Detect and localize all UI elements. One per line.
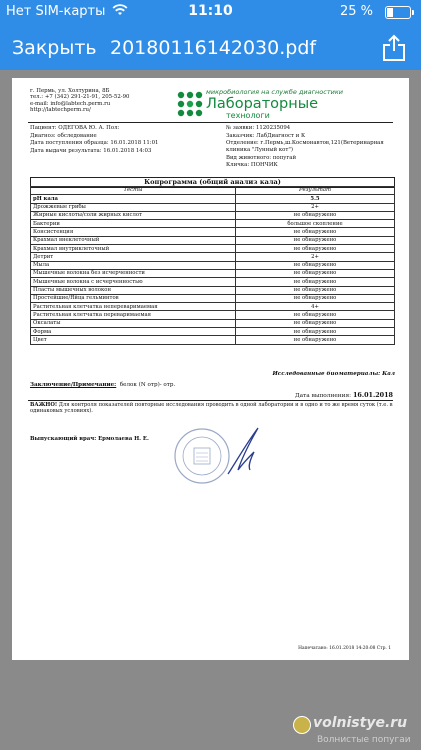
result-cell: 2+ — [236, 253, 395, 261]
result-cell: не обнаружено — [236, 211, 395, 219]
test-name-cell: Мышечные волокна с исчерченностью — [31, 278, 236, 286]
battery-percent: 25 % — [339, 4, 373, 19]
completion-date — [295, 392, 393, 400]
result-cell: 4+ — [236, 303, 395, 311]
test-name-cell: Жирные кислоты/соли жирных кислот — [31, 211, 236, 219]
address-line: г. Пермь, ул. Холтурина, 8Б — [30, 88, 110, 94]
clock: 11:10 — [188, 3, 233, 19]
table-header-row — [31, 187, 395, 195]
lab-logo — [176, 88, 396, 120]
table-row — [31, 328, 395, 336]
doctor-line: Выпускающий врач: Ермолаева Н. Е. — [30, 436, 149, 442]
watermark — [293, 714, 413, 748]
watermark-caption: Волнистые попугаи — [317, 735, 411, 745]
watermark-site: volnistye.ru — [313, 715, 408, 731]
test-name-cell: Растительная клетчатка переваримаемая — [31, 311, 236, 319]
logo-tagline: микробиология на службе диагностики — [206, 88, 343, 96]
table-row — [31, 303, 395, 311]
result-cell: не обнаружено — [236, 261, 395, 269]
result-cell: не обнаружено — [236, 319, 395, 327]
patient-line: Пациент: ОДЕГОВА Ю. А. Пол: — [30, 125, 120, 131]
notice-divider — [28, 400, 393, 401]
department-line: Отделение: г.Пермь,ш.Космонавтов,121(Ветеринарная клиника "Лунный кот") — [226, 140, 384, 153]
battery-icon — [385, 6, 411, 19]
phone-line: тел.: +7 (342) 291-21-91, 205-52-90 — [30, 94, 130, 101]
test-name-cell: Мыла — [31, 261, 236, 269]
share-icon[interactable] — [381, 34, 407, 62]
test-name-cell: Крахмал внеклеточный — [31, 236, 236, 244]
result-cell: не обнаружено — [236, 278, 395, 286]
test-name-cell: Оксалаты — [31, 319, 236, 327]
result-cell: не обнаружено — [236, 269, 395, 277]
customer-line: Заказчик: ЛабДиагност и К — [226, 132, 306, 139]
table-title: Копрограмма (общий анализ кала) — [30, 177, 395, 188]
pdf-page — [12, 78, 409, 660]
test-name-cell: Детрит — [31, 253, 236, 261]
battery-level — [387, 8, 393, 17]
table-row — [31, 253, 395, 261]
table-row — [31, 195, 395, 203]
result-cell: не обнаружено — [236, 294, 395, 302]
close-button[interactable]: Закрыть — [12, 37, 97, 59]
table-row — [31, 311, 395, 319]
result-cell: 2+ — [236, 203, 395, 211]
table-row — [31, 319, 395, 327]
status-bar — [0, 0, 421, 24]
test-name-cell: pH кала — [31, 195, 236, 203]
test-name-cell: Крахмал внутриклеточный — [31, 245, 236, 253]
notice-label: ВАЖНО! — [30, 402, 58, 408]
animal-type-line: Вид животного: попугай — [226, 154, 297, 161]
test-name-cell: Консистенция — [31, 228, 236, 236]
header-divider — [28, 122, 393, 123]
biomaterial-line: Исследованные биоматериалы: Кал — [272, 371, 395, 377]
completion-label: Дата выполнения: — [294, 393, 352, 399]
result-cell: не обнаружено — [236, 328, 395, 336]
order-number-line: № заявки: 1120235094 — [226, 125, 291, 131]
result-cell: не обнаружено — [236, 245, 395, 253]
diagnosis-line: Диагноз: обследование — [30, 132, 97, 139]
result-cell: не обнаружено — [236, 286, 395, 294]
carrier-label: Нет SIM-карты — [6, 4, 106, 19]
test-name-cell: Форма — [31, 328, 236, 336]
animal-name-line: Кличка: ПОНЧИК — [226, 162, 278, 169]
result-cell: не обнаружено — [236, 228, 395, 236]
test-name-cell: Бактерии — [31, 220, 236, 228]
table-row — [31, 294, 395, 302]
table-row — [31, 261, 395, 269]
column-header-result: Результат — [236, 187, 395, 195]
order-info — [226, 125, 396, 170]
received-date-line: Дата поступления образца: 16.01.2018 11:01 — [30, 140, 159, 147]
logo-name: Лабораторные — [206, 96, 319, 112]
table-row — [31, 278, 395, 286]
table-row — [31, 203, 395, 211]
result-cell: большое скопление — [236, 220, 395, 228]
document-title: 20180116142030.pdf — [110, 37, 317, 59]
parrot-logo-icon — [293, 716, 311, 734]
logo-name-second-line: технологи — [226, 111, 270, 120]
email-line: e-mail: info@labtech.perm.ru — [30, 100, 111, 107]
logo-dots-icon — [176, 90, 204, 118]
result-cell: не обнаружено — [236, 236, 395, 244]
conclusion-label: Заключение/Примечание: — [30, 382, 117, 388]
test-name-cell: Цвет — [31, 336, 236, 344]
table-row — [31, 220, 395, 228]
table-row — [31, 245, 395, 253]
signature-icon — [220, 422, 270, 482]
test-name-cell: Пласты мышечных волокон — [31, 286, 236, 294]
print-footer: Напечатано: 16.01.2018 14:20:08 Стр. 1 — [298, 646, 391, 651]
table-row — [31, 286, 395, 294]
table-row — [31, 211, 395, 219]
table-row — [31, 236, 395, 244]
table-row — [31, 336, 395, 344]
test-name-cell: Простейшие/Яйца гельминтов — [31, 294, 236, 302]
column-header-test: Тесты — [31, 187, 236, 195]
result-cell: 5.5 — [236, 195, 395, 203]
test-name-cell: Дрожжевые грибы — [31, 203, 236, 211]
top-bar — [0, 0, 421, 70]
lab-address — [30, 88, 190, 114]
results-table — [30, 186, 395, 345]
result-date-line: Дата выдачи результата: 16.01.2018 14:03 — [30, 148, 152, 155]
notice — [30, 402, 400, 414]
notice-text: Для контроля показателей повторные исследования проводить в одной лаборатории и в одно и то же время суток (т.е. в одинаковых условиях). — [30, 402, 393, 415]
test-name-cell: Мышечные волокна без исчерченности — [31, 269, 236, 277]
table-row — [31, 228, 395, 236]
conclusion — [30, 382, 175, 389]
completion-date-value: 16.01.2018 — [352, 391, 393, 399]
test-name-cell: Растительная клетчатка непереваримаемая — [31, 303, 236, 311]
patient-info — [30, 125, 190, 156]
website-line: http://labtechperm.ru/ — [30, 107, 91, 114]
table-row — [31, 269, 395, 277]
result-cell: не обнаружено — [236, 311, 395, 319]
conclusion-text: белок (N отр)- отр. — [119, 382, 176, 388]
result-cell: не обнаружено — [236, 336, 395, 344]
